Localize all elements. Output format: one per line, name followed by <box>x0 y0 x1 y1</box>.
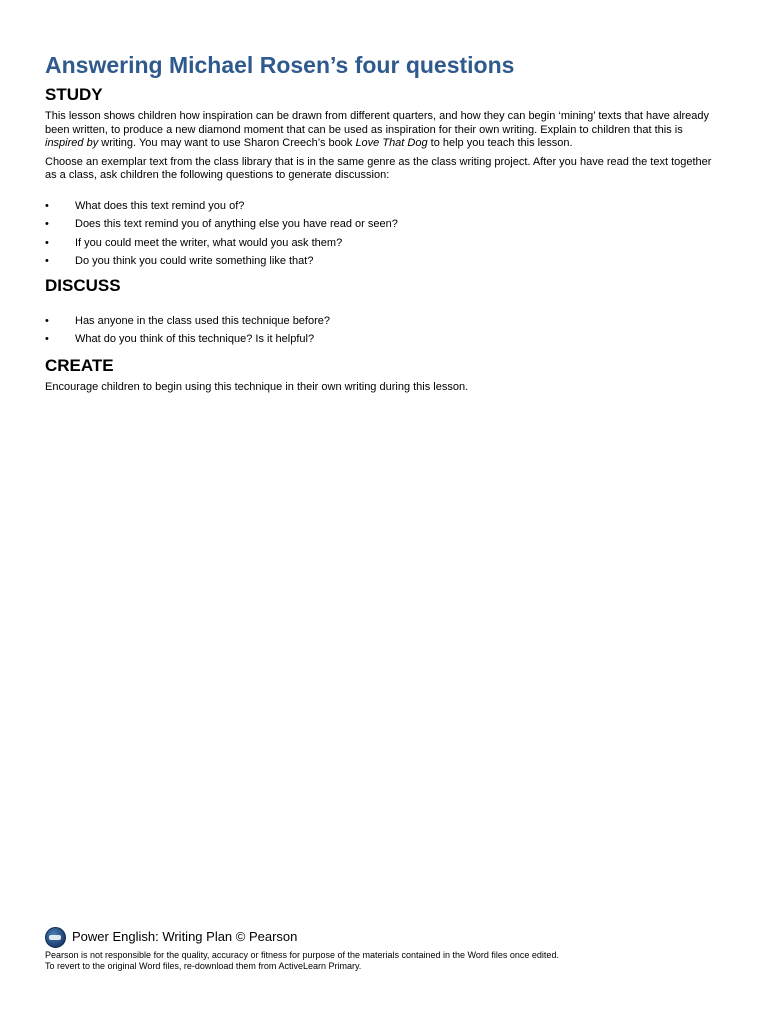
page-footer <box>45 926 720 972</box>
footer-brand-row <box>45 926 720 948</box>
list-item-text: Do you think you could write something like that? <box>75 255 314 267</box>
list-item-text: If you could meet the writer, what would you ask them? <box>75 236 343 249</box>
footer-brand-text: Power English: Writing Plan © Pearson <box>72 929 298 944</box>
list-item <box>45 218 720 232</box>
study-heading: STUDY <box>45 85 103 104</box>
bullet-icon: • <box>45 199 49 212</box>
study-paragraph-2: Choose an exemplar text from the class library that is in the same genre as the class writing project. After you have read the text together as a class, ask children the following questions to generate discussion: <box>45 155 712 181</box>
bullet-icon: • <box>45 218 49 230</box>
create-heading: CREATE <box>45 355 114 375</box>
list-item-text: Does this text remind you of anything else you have read or seen? <box>75 218 398 230</box>
list-item <box>45 237 720 251</box>
list-item <box>45 333 720 347</box>
bullet-icon: • <box>45 236 49 249</box>
study-paragraph-1-part-c: to help you teach this lesson. <box>427 137 573 149</box>
study-paragraph-1-book-title: Love That Dog <box>355 137 428 149</box>
list-item-text: What does this text remind you of? <box>75 199 245 212</box>
study-paragraph-1-part-b: writing. You may want to use Sharon Creech’s book <box>98 137 356 149</box>
study-paragraph-1-part-a: This lesson shows children how inspiration can be drawn from different quarters, and how they can begin ‘mining’ texts that have already been written, to produce a new diamond moment that can be used as inspiration for their own writing. Explain to children that this is <box>45 110 710 136</box>
document-page <box>45 50 720 399</box>
power-english-logo-icon <box>45 927 66 948</box>
discuss-question-list <box>45 315 720 347</box>
list-item <box>45 315 720 329</box>
study-paragraph-1 <box>45 110 720 151</box>
study-paragraph-1-emphasis-inspired: inspired by <box>45 137 99 149</box>
list-item <box>45 255 720 269</box>
bullet-icon: • <box>45 255 49 267</box>
list-item-text: What do you think of this technique? Is it helpful? <box>75 333 315 345</box>
discuss-heading: DISCUSS <box>45 275 121 295</box>
footer-revert-note: To revert to the original Word files, re-download them from ActiveLearn Primary. <box>45 961 362 971</box>
bullet-icon: • <box>45 314 49 327</box>
footer-disclaimer: Pearson is not responsible for the quality, accuracy or fitness for purpose of the materials contained in the Word files once edited. <box>45 950 559 960</box>
create-paragraph: Encourage children to begin using this technique in their own writing during this lesson. <box>45 380 469 393</box>
list-item <box>45 200 720 214</box>
list-item-text: Has anyone in the class used this technique before? <box>75 314 330 327</box>
study-question-list <box>45 200 720 269</box>
page-title: Answering Michael Rosen’s four questions <box>45 52 515 78</box>
bullet-icon: • <box>45 333 49 345</box>
